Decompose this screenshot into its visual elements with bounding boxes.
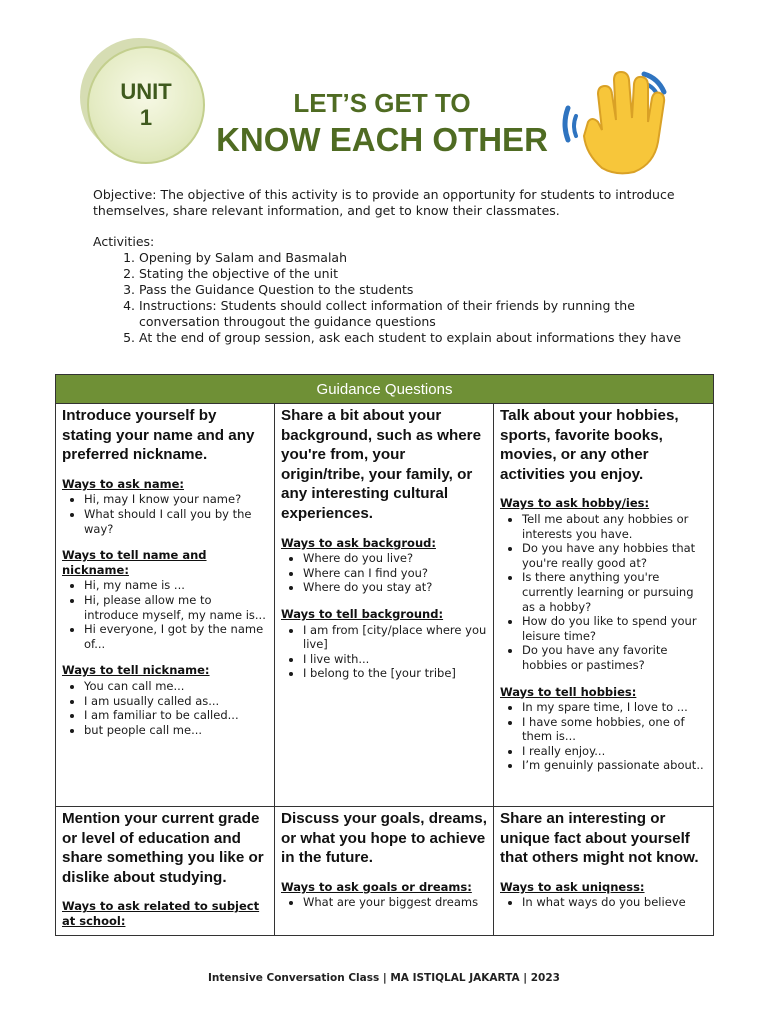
guidance-questions-table (55, 374, 714, 936)
list-item: • Do you have any hobbies that you're really good at? (522, 541, 707, 570)
activity-item: 4. Instructions: Students should collect information of their friends by running the conversation througout the guidance questions (139, 298, 693, 330)
list-item: • Tell me about any hobbies or interests you have. (522, 512, 707, 541)
phrase-list (62, 492, 268, 536)
list-item: • What should I call you by the way? (84, 507, 268, 536)
list-item: • In my spare time, I love to ... (522, 700, 707, 715)
section-title: Ways to tell hobbies: (500, 684, 637, 699)
phrase-list (62, 679, 268, 737)
phrase-list (500, 512, 707, 673)
section-title: Ways to tell nickname: (62, 663, 210, 678)
activities-section (93, 234, 693, 346)
table-row (56, 404, 714, 807)
list-item: • Hi, my name is ... (84, 578, 268, 593)
section-title: Ways to ask goals or dreams: (281, 879, 472, 894)
list-item: • Where do you stay at? (303, 580, 487, 595)
unit-badge (80, 38, 206, 168)
objective-text: Objective: The objective of this activity is to provide an opportunity for students to introduce themselves, share relevant information, and get to know their classmates. (93, 187, 675, 218)
list-item: • I’m genuinly passionate about.. (522, 758, 707, 773)
list-item: • I belong to the [your tribe] (303, 666, 487, 681)
unit-number: 1 (139, 105, 153, 130)
activity-item: 5. At the end of group session, ask each student to explain about informations they have (139, 330, 693, 346)
phrase-list (500, 895, 707, 910)
waving-hand-icon (558, 64, 682, 180)
list-item: • I live with... (303, 652, 487, 667)
section-title: Ways to ask uniqness: (500, 879, 645, 894)
section-title: Ways to ask backgroud: (281, 535, 436, 550)
question-prompt: Talk about your hobbies, sports, favorite books, movies, or any other activities you enjoy. (500, 407, 679, 483)
list-item: • Hi, please allow me to introduce myself, my name is... (84, 593, 268, 622)
phrase-list (500, 700, 707, 773)
section-title: Ways to ask related to subject at school: (62, 899, 260, 928)
list-item: • Hi, may I know your name? (84, 492, 268, 507)
section-title: Ways to ask name: (62, 476, 185, 491)
list-item: • What are your biggest dreams (303, 895, 487, 910)
list-item: • Hi everyone, I got by the name of... (84, 622, 268, 651)
page-footer: Intensive Conversation Class | MA ISTIQLAL JAKARTA | 2023 (208, 972, 560, 984)
unit-badge-circle (87, 46, 205, 164)
phrase-list (62, 578, 268, 651)
list-item: • Where do you live? (303, 551, 487, 566)
table-header: Guidance Questions (56, 375, 714, 404)
question-cell-introduce (56, 404, 275, 807)
title-line-1: LET’S GET TO (293, 88, 471, 118)
question-cell-goals (275, 807, 494, 936)
question-prompt: Share a bit about your background, such as where you're from, your origin/tribe, your family, or any interesting cultural experiences. (281, 407, 482, 522)
question-prompt: Share an interesting or unique fact about yourself that others might not know. (500, 810, 699, 867)
table-row (56, 807, 714, 936)
list-item: • I am usually called as... (84, 694, 268, 709)
title-line-2: KNOW EACH OTHER (216, 121, 548, 158)
unit-label: UNIT (120, 79, 172, 104)
list-item: • I am familiar to be called... (84, 708, 268, 723)
list-item: • In what ways do you believe (522, 895, 707, 910)
activities-label: Activities: (93, 234, 155, 249)
list-item: • You can call me... (84, 679, 268, 694)
question-cell-hobbies (494, 404, 714, 807)
activity-item: 2. Stating the objective of the unit (139, 266, 693, 282)
question-prompt: Discuss your goals, dreams, or what you hope to achieve in the future. (281, 810, 487, 867)
phrase-list (281, 895, 487, 910)
list-item: • I am from [city/place where you live] (303, 623, 487, 652)
page-title (200, 86, 564, 160)
list-item: • Where can I find you? (303, 566, 487, 581)
list-item: • I have some hobbies, one of them is... (522, 715, 707, 744)
question-prompt: Mention your current grade or level of education and share something you like or dislike about studying. (62, 810, 264, 886)
question-cell-unique-fact (494, 807, 714, 936)
list-item: • Do you have any favorite hobbies or pastimes? (522, 643, 707, 672)
question-cell-background (275, 404, 494, 807)
activities-list (93, 250, 693, 346)
list-item: • How do you like to spend your leisure time? (522, 614, 707, 643)
activity-item: 1. Opening by Salam and Basmalah (139, 250, 693, 266)
question-prompt: Introduce yourself by stating your name and any preferred nickname. (62, 407, 255, 464)
section-title: Ways to ask hobby/ies: (500, 496, 650, 511)
phrase-list (281, 551, 487, 595)
phrase-list (281, 623, 487, 681)
list-item: • but people call me... (84, 723, 268, 738)
list-item: • Is there anything you're currently learning or pursuing as a hobby? (522, 570, 707, 614)
list-item: • I really enjoy... (522, 744, 707, 759)
question-cell-education (56, 807, 275, 936)
section-title: Ways to tell background: (281, 606, 444, 621)
section-title: Ways to tell name and nickname: (62, 548, 207, 577)
activity-item: 3. Pass the Guidance Question to the students (139, 282, 693, 298)
